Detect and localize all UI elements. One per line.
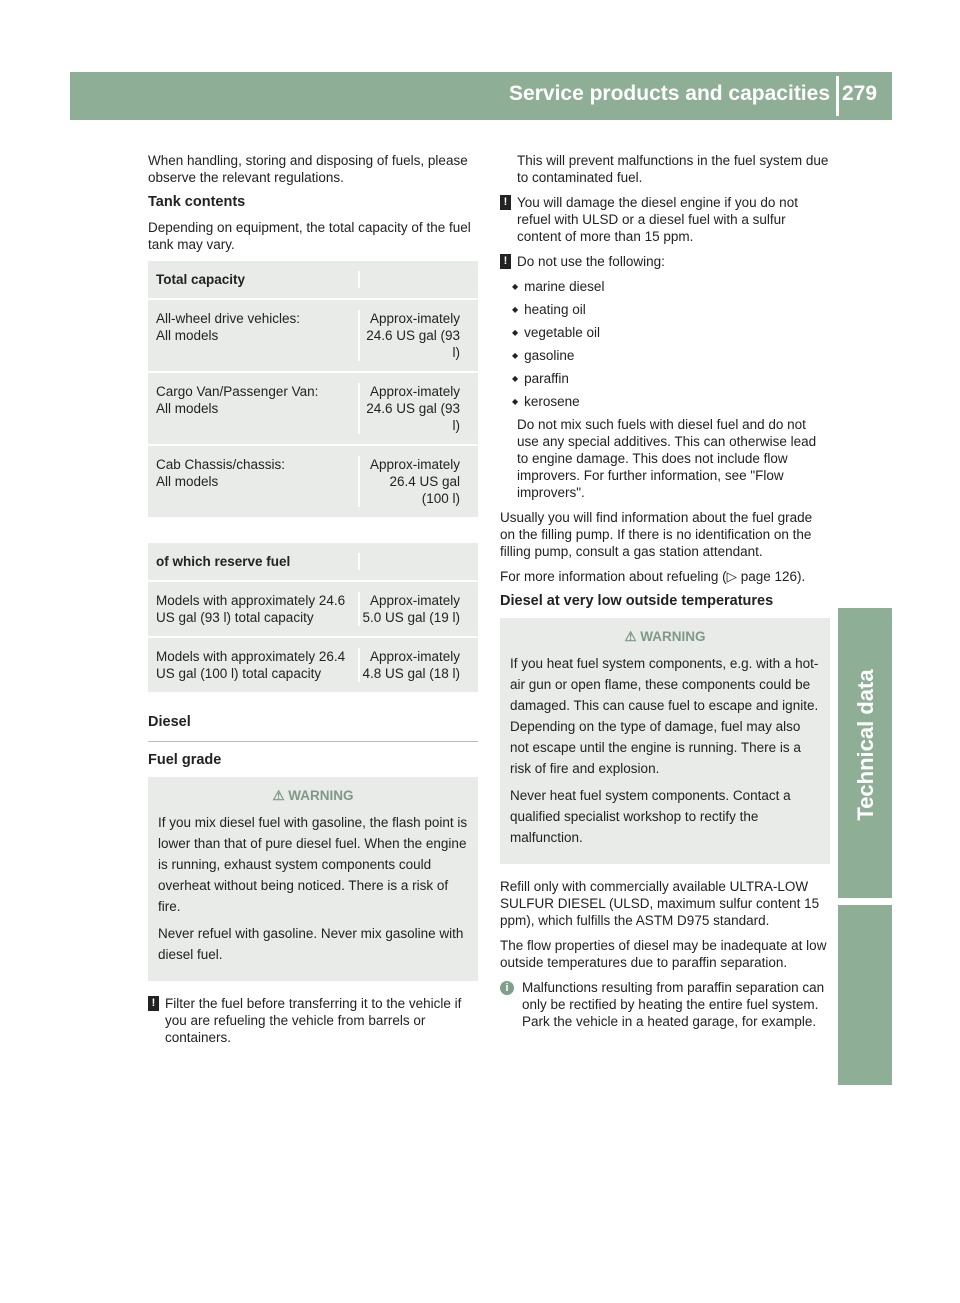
- row-label: Cab Chassis/chassis:: [156, 457, 286, 472]
- page-number: 279: [842, 82, 878, 105]
- note: [500, 253, 830, 270]
- note-text: You will damage the diesel engine if you do not refuel with ULSD or a diesel fuel with a sulfur content of more than 15 ppm.: [517, 195, 798, 244]
- list-item: ◆ marine diesel: [512, 278, 830, 295]
- warning-title-row: [158, 787, 468, 804]
- row-sublabel: All models: [156, 401, 219, 416]
- table-header-empty: [358, 271, 478, 288]
- note-text: Do not use the following:: [517, 254, 665, 269]
- table-header-row: [148, 543, 478, 582]
- note-text: Malfunctions resulting from paraffin separation can only be rectified by heating the entire fuel system. Park the vehicle in a heated garage, for example.: [522, 980, 825, 1029]
- list-item: ◆ paraffin: [512, 370, 830, 387]
- table-row: [148, 300, 478, 373]
- warning-title: WARNING: [640, 629, 706, 644]
- table-header-empty: [358, 553, 478, 570]
- list-item: ◆ kerosene: [512, 393, 830, 410]
- row-value: Approx-imately 26.4 US gal (100 l): [358, 456, 478, 507]
- warning-text: If you mix diesel fuel with gasoline, the flash point is lower than that of pure diesel fuel. When the engine is running, exhaust system components could overheat without being noticed. There is a risk of fire.: [158, 815, 468, 914]
- list-item: ◆ vegetable oil: [512, 324, 830, 341]
- reserve-fuel-table: [148, 543, 478, 692]
- note: [500, 194, 830, 245]
- warning-icon: ⚠: [624, 629, 641, 644]
- warning-title: WARNING: [288, 788, 354, 803]
- left-column: [148, 152, 478, 1054]
- side-block: [838, 905, 892, 1085]
- note-text: Filter the fuel before transferring it to the vehicle if you are refueling the vehicle from barrels or containers.: [165, 996, 462, 1045]
- low-temp-heading: Diesel at very low outside temperatures: [500, 593, 774, 609]
- row-value: Approx-imately 5.0 US gal (19 l): [358, 592, 478, 626]
- flow-text: The flow properties of diesel may be inadequate at low outside temperatures due to paraffin separation.: [500, 938, 827, 970]
- warning-title-row: [510, 628, 820, 645]
- table-header: of which reserve fuel: [156, 554, 291, 569]
- more-info-text: For more information about refueling (▷ page 126).: [500, 569, 806, 584]
- row-label: Models with approximately 24.6 US gal (93 l) total capacity: [156, 593, 346, 625]
- info-note: [500, 979, 830, 1030]
- table-cell-label: [156, 383, 358, 434]
- table-row: [148, 446, 478, 517]
- table-header-row: [148, 261, 478, 300]
- bullet-list: [512, 278, 830, 410]
- header-divider: [836, 76, 839, 116]
- row-sublabel: All models: [156, 474, 219, 489]
- row-value: Approx-imately 4.8 US gal (18 l): [358, 648, 478, 682]
- table-row: [148, 638, 478, 692]
- row-value: Approx-imately 24.6 US gal (93 l): [358, 383, 478, 434]
- warning-text: Never refuel with gasoline. Never mix gasoline with diesel fuel.: [158, 926, 464, 962]
- exclamation-icon: !: [500, 254, 511, 269]
- table-header: Total capacity: [156, 272, 246, 287]
- continued-text: This will prevent malfunctions in the fuel system due to contaminated fuel.: [517, 153, 829, 185]
- side-tab-label: Technical data: [853, 669, 878, 821]
- exclamation-icon: !: [148, 996, 159, 1011]
- donot-follow-text: Do not mix such fuels with diesel fuel and do not use any special additives. This can otherwise lead to engine damage. This does not include flow improvers. For further information, see "Flow improvers".: [517, 417, 817, 500]
- row-value: Approx-imately 24.6 US gal (93 l): [358, 310, 478, 361]
- list-item: ◆ gasoline: [512, 347, 830, 364]
- row-sublabel: All models: [156, 328, 219, 343]
- row-label: All-wheel drive vehicles:: [156, 311, 301, 326]
- refill-text: Refill only with commercially available ULTRA-LOW SULFUR DIESEL (ULSD, maximum sulfur content 15 ppm), which fulfills the ASTM D975 standard.: [500, 879, 820, 928]
- table-cell-label: [156, 310, 358, 361]
- warning-icon: ⚠: [272, 788, 289, 803]
- fuel-grade-heading: Fuel grade: [148, 752, 222, 768]
- page-section-title: Service products and capacities: [509, 82, 830, 105]
- info-icon: i: [500, 981, 514, 995]
- exclamation-icon: !: [500, 195, 511, 210]
- usually-text: Usually you will find information about the fuel grade on the filling pump. If there is no identification on the filling pump, consult a gas station attendant.: [500, 510, 813, 559]
- table-cell-label: [156, 456, 358, 507]
- divider: [148, 741, 478, 742]
- list-item: ◆ heating oil: [512, 301, 830, 318]
- note: [148, 995, 478, 1046]
- tank-text: Depending on equipment, the total capacity of the fuel tank may vary.: [148, 220, 471, 252]
- warning-box: [500, 618, 830, 864]
- warning-text: Never heat fuel system components. Contact a qualified specialist workshop to rectify the malfunction.: [510, 788, 791, 845]
- table-row: [148, 373, 478, 446]
- warning-text: If you heat fuel system components, e.g. with a hot-air gun or open flame, these components could be damaged. This can cause fuel to escape and ignite. Depending on the type of damage, fuel may also not escape until the engine is running. There is a risk of fire and explosion.: [510, 656, 819, 776]
- table-row: [148, 582, 478, 638]
- warning-box: [148, 777, 478, 981]
- tank-contents-heading: Tank contents: [148, 194, 246, 210]
- row-label: Cargo Van/Passenger Van:: [156, 384, 319, 399]
- intro-text: When handling, storing and disposing of fuels, please observe the relevant regulations.: [148, 153, 468, 185]
- right-column: [500, 152, 830, 1038]
- diesel-heading: Diesel: [148, 714, 191, 730]
- row-label: Models with approximately 26.4 US gal (100 l) total capacity: [156, 649, 346, 681]
- total-capacity-table: [148, 261, 478, 517]
